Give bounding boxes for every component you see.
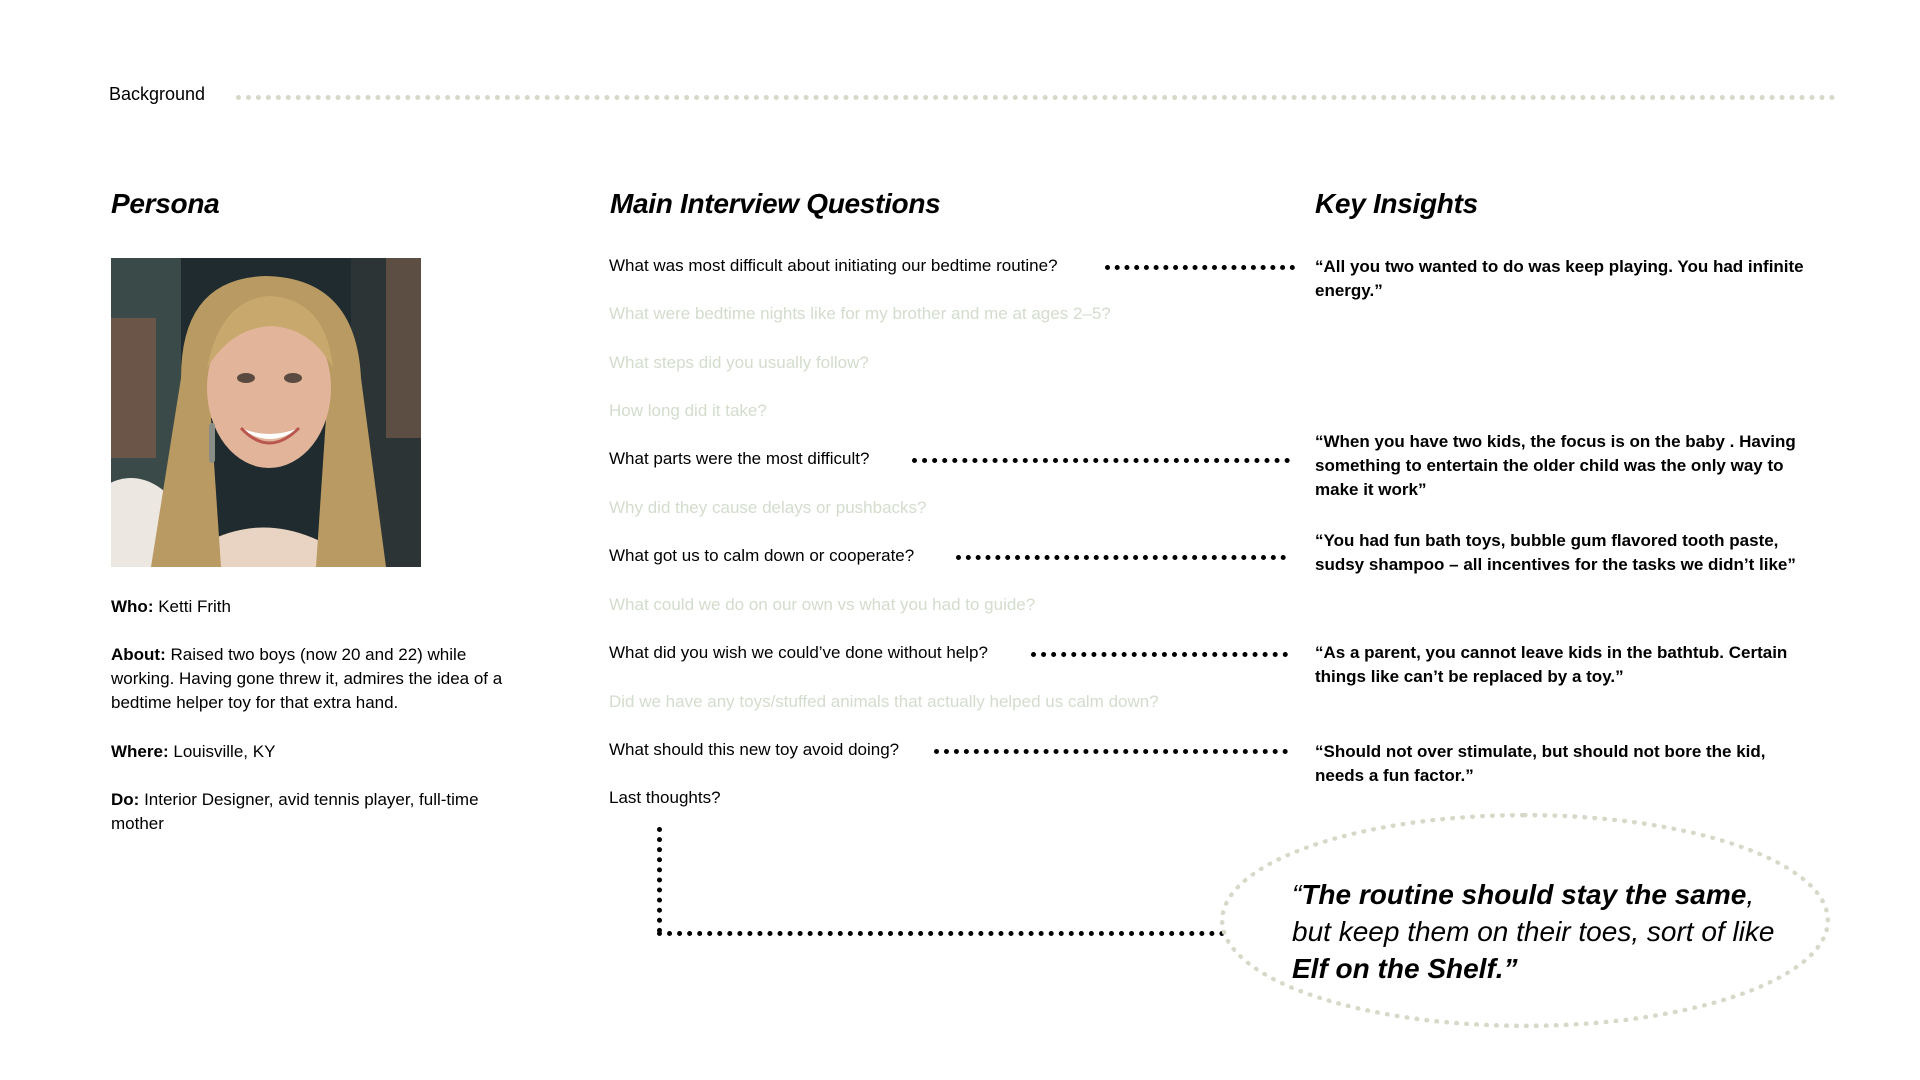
insights-heading: Key Insights	[1315, 188, 1478, 219]
insight-quote: “You had fun bath toys, bubble gum flavored tooth paste, sudsy shampoo – all incentives for the tasks we didn’t like”	[1315, 531, 1796, 574]
question-item: What parts were the most difficult?	[609, 449, 870, 468]
last-thoughts-connector-vertical	[657, 827, 662, 933]
insight-quote: “When you have two kids, the focus is on the baby . Having something to entertain the older child was the only way to make it work”	[1315, 432, 1796, 499]
insight-quote: “Should not over stimulate, but should not bore the kid, needs a fun factor.”	[1315, 742, 1766, 785]
do-label: Do:	[111, 790, 140, 809]
question-insight-connector	[934, 749, 1288, 754]
background-label: Background	[109, 84, 206, 104]
question-insight-connector	[1105, 265, 1295, 270]
final-quote-middle: , but keep them on their toes, sort of like	[1292, 879, 1775, 947]
about-label: About:	[111, 645, 166, 664]
question-item: Why did they cause delays or pushbacks?	[609, 498, 927, 517]
question-item: Did we have any toys/stuffed animals that actually helped us calm down?	[609, 692, 1159, 711]
final-quote-close: ”	[1503, 953, 1518, 984]
who-label: Who:	[111, 597, 154, 616]
question-item: What could we do on our own vs what you had to guide?	[609, 595, 1036, 614]
persona-about	[111, 643, 516, 715]
insight-quote: “As a parent, you cannot leave kids in the bathtub. Certain things like can’t be replaced by a toy.”	[1315, 643, 1788, 686]
question-insight-connector	[956, 555, 1286, 560]
persona-photo	[111, 258, 421, 567]
final-quote-bold-1: The routine should stay the same	[1301, 879, 1747, 910]
about-value: Raised two boys (now 20 and 22) while working. Having gone threw it, admires the idea of a bedtime helper toy for that extra hand.	[111, 645, 503, 712]
final-quote	[1292, 876, 1792, 987]
do-value: Interior Designer, avid tennis player, full-time mother	[111, 790, 479, 833]
who-value: Ketti Frith	[158, 597, 231, 616]
question-insight-connector	[912, 458, 1290, 463]
question-item: What were bedtime nights like for my brother and me at ages 2–5?	[609, 304, 1111, 323]
persona-heading: Persona	[111, 188, 220, 219]
persona-where	[111, 740, 516, 764]
question-item: What was most difficult about initiating our bedtime routine?	[609, 256, 1058, 275]
where-value: Louisville, KY	[173, 742, 276, 761]
header-dotted-divider	[236, 95, 1836, 100]
persona-do	[111, 788, 516, 836]
question-item: How long did it take?	[609, 401, 767, 420]
question-item: Last thoughts?	[609, 788, 721, 807]
insight-quote: “All you two wanted to do was keep playing. You had infinite energy.”	[1315, 257, 1804, 300]
question-item: What steps did you usually follow?	[609, 353, 869, 372]
final-quote-open: “	[1292, 879, 1302, 910]
question-item: What should this new toy avoid doing?	[609, 740, 900, 759]
final-quote-bold-2: Elf on the Shelf.	[1292, 953, 1504, 984]
question-insight-connector	[1031, 652, 1288, 657]
where-label: Where:	[111, 742, 169, 761]
question-item: What did you wish we could’ve done without help?	[609, 643, 988, 662]
question-item: What got us to calm down or cooperate?	[609, 546, 915, 565]
persona-who	[111, 595, 516, 619]
questions-heading: Main Interview Questions	[610, 188, 941, 219]
last-thoughts-connector-horizontal	[657, 931, 1225, 936]
